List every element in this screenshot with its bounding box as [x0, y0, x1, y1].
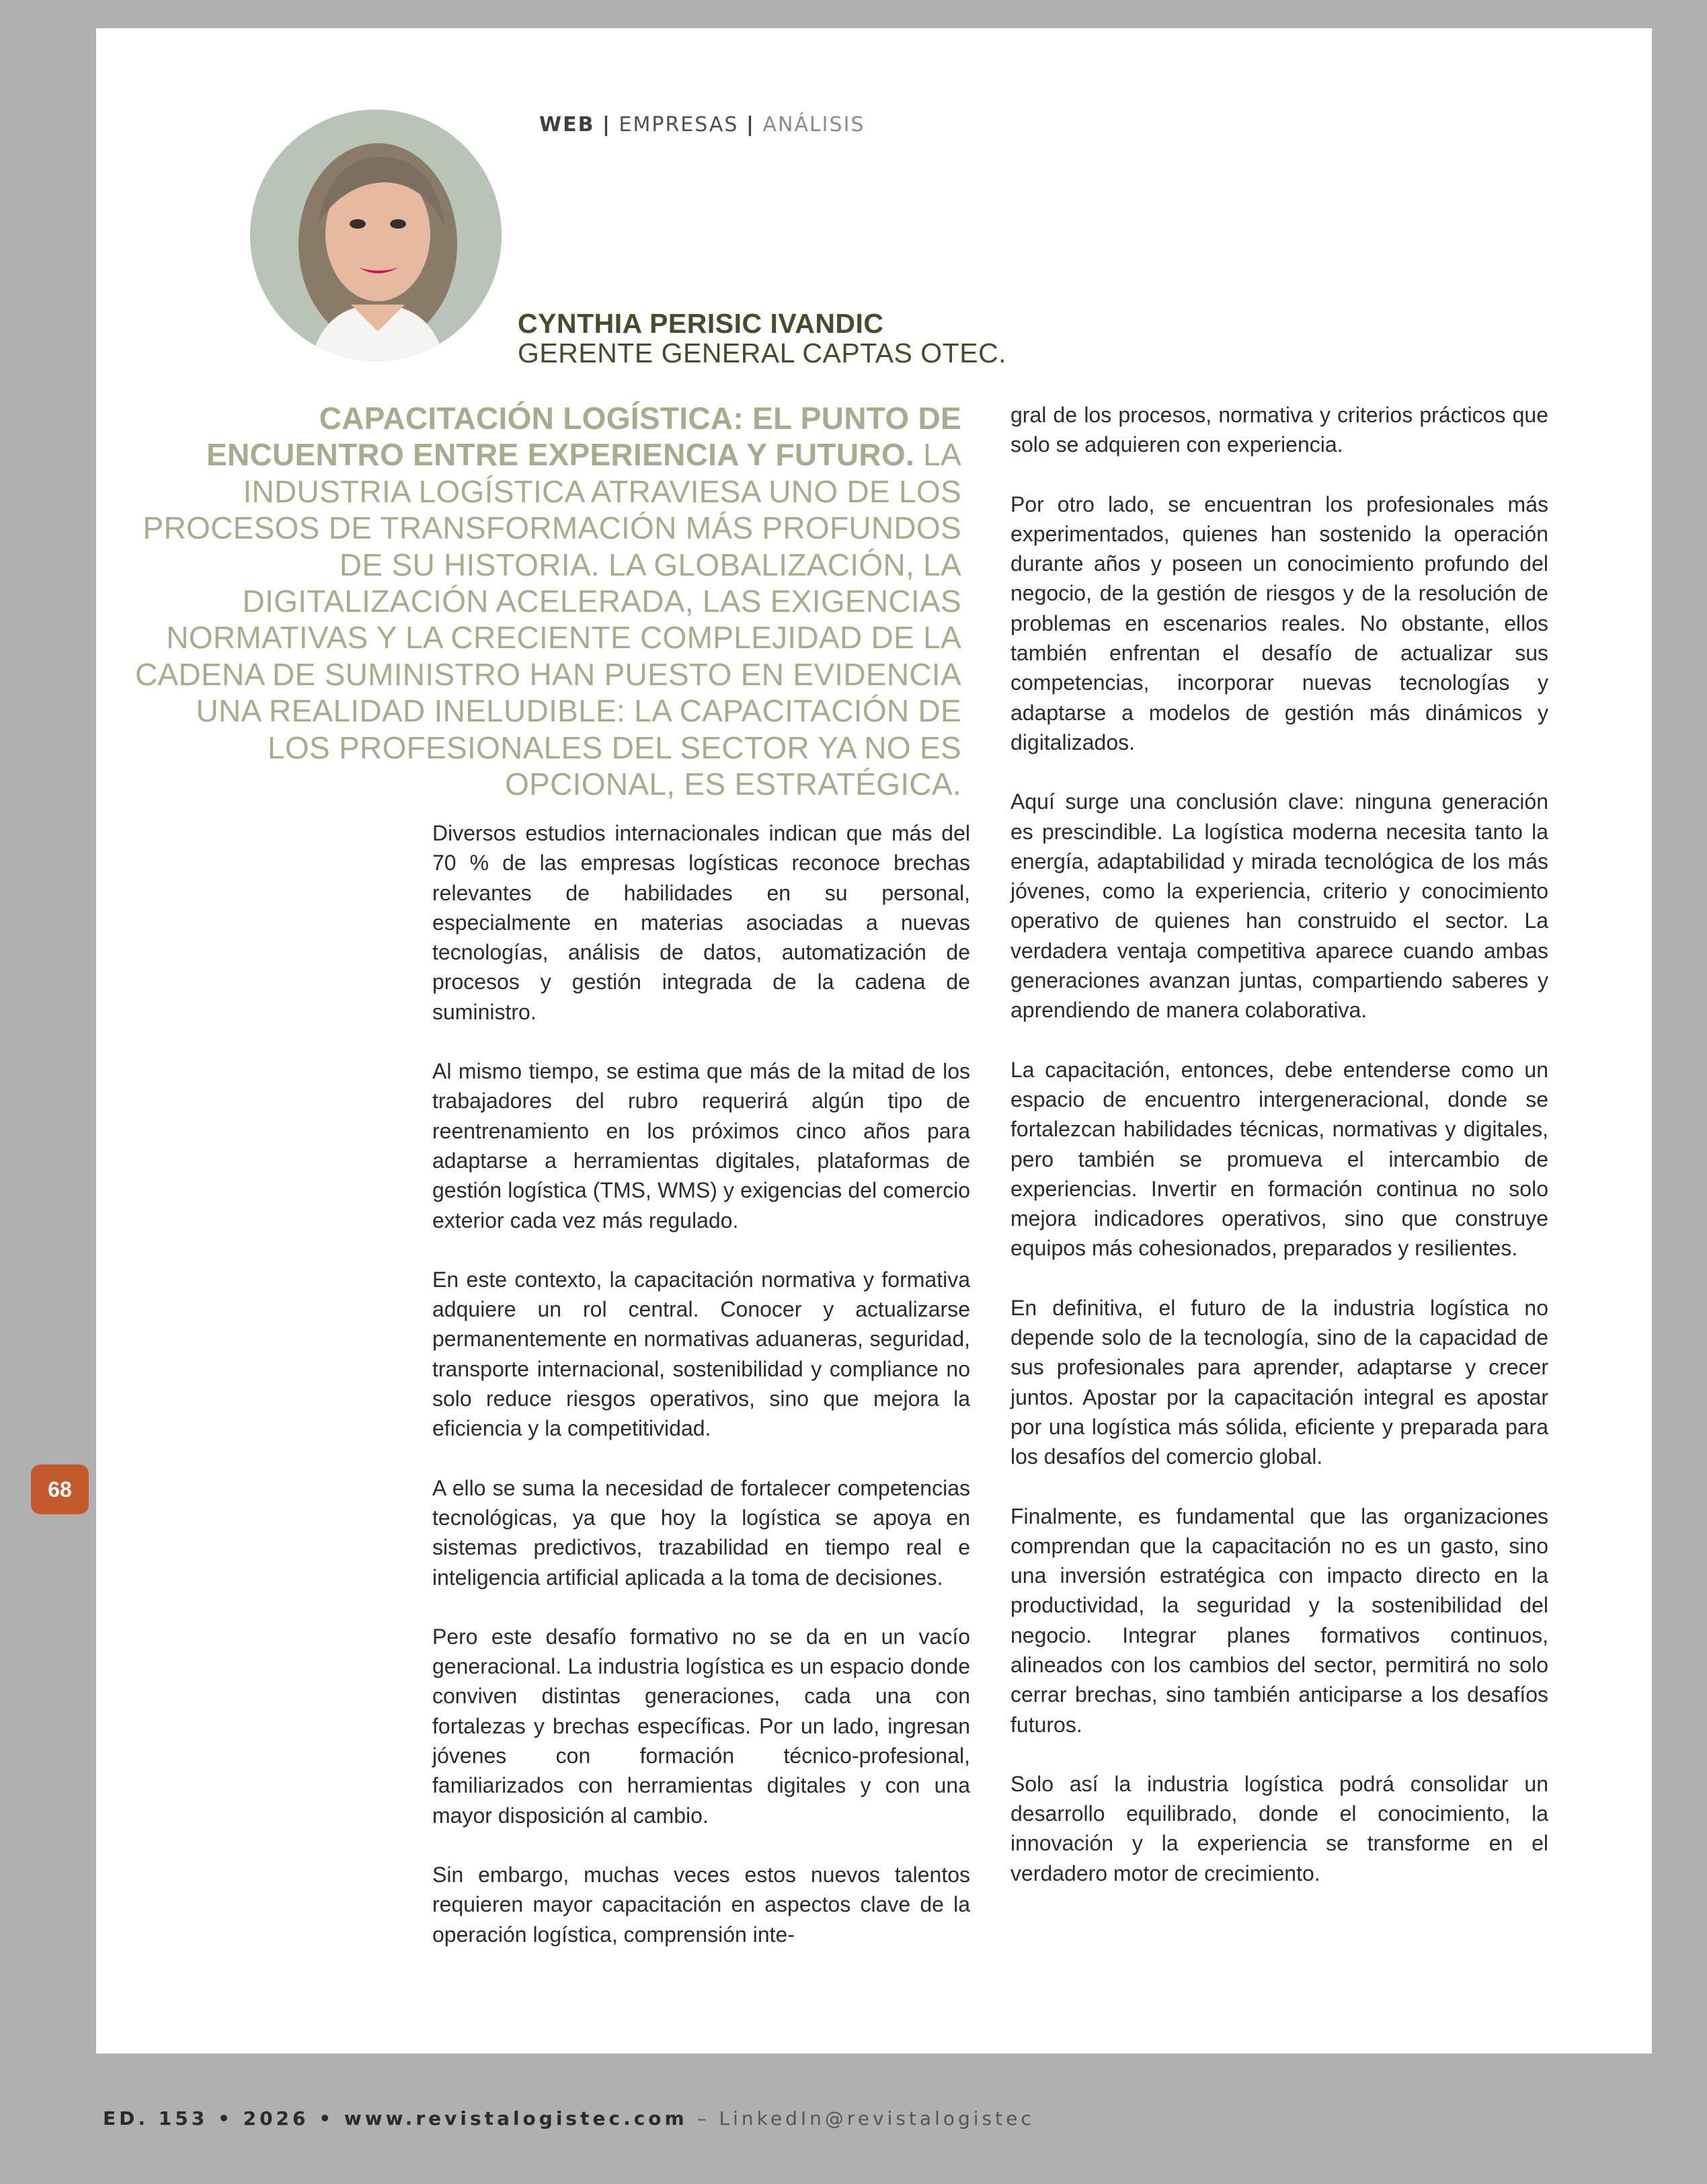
footer-edition: ED. 153 • 2026 • www.revistalogistec.com — [103, 2107, 688, 2130]
section-analisis: ANÁLISIS — [762, 113, 865, 136]
section-web: WEB — [539, 113, 595, 136]
body-paragraph: Al mismo tiempo, se estima que más de la mitad de los trabajadores del rubro requerirá algún tipo de reentrenamiento en los próximos cinco años para adaptarse a herramientas digitales, plataformas de gestión logística (TMS, WMS) y exigencias del comercio exterior cada vez más regulado. — [432, 1059, 970, 1233]
body-column-left — [432, 818, 970, 1979]
body-paragraph: En este contexto, la capacitación normativa y formativa adquiere un rol central. Conocer y actualizarse permanentemente en normativas aduaneras, seguridad, transporte internacional, sostenibilidad y compliance no solo reduce riesgos operativos, sino que mejora la eficiencia y la competitividad. — [432, 1267, 970, 1441]
author-role: GERENTE GENERAL CAPTAS OTEC. — [518, 338, 1007, 368]
section-separator: | — [602, 113, 611, 136]
body-paragraph: gral de los procesos, normativa y criterios prácticos que solo se adquieren con experiencia. — [1010, 403, 1548, 457]
body-paragraph: A ello se suma la necesidad de fortalecer competencias tecnológicas, ya que hoy la logística se apoya en sistemas predictivos, trazabilidad en tiempo real e inteligencia artificial aplicada a la toma de decisiones. — [432, 1475, 970, 1590]
author-name: CYNTHIA PERISIC IVANDIC — [518, 308, 884, 339]
section-separator: | — [746, 113, 755, 136]
body-paragraph: En definitiva, el futuro de la industria logística no depende solo de la tecnología, sino de la capacidad de sus profesionales para aprender, adaptarse y crecer juntos. Apostar por la capacitación integral es apostar por una logística más sólida, eficiente y preparada para los desafíos del comercio global. — [1010, 1295, 1548, 1469]
body-column-right — [1010, 400, 1548, 1918]
body-paragraph: Aquí surge una conclusión clave: ninguna generación es prescindible. La logística moderna necesita tanto la energía, adaptabilidad y mirada tecnológica de los más jóvenes, como la experiencia, criterio y conocimiento operativo de quienes han construido el sector. La verdadera ventaja competitiva aparece cuando ambas generaciones avanzan juntas, compartiendo saberes y aprendiendo de manera colaborativa. — [1010, 789, 1548, 1023]
body-paragraph: Por otro lado, se encuentran los profesionales más experimentados, quienes han sostenido la operación durante años y poseen un conocimiento profundo del negocio, de la gestión de riesgos y de la resolución de problemas en escenarios reales. No obstante, ellos también enfrentan el desafío de actualizar sus competencias, incorporar nuevas tecnologías y adaptarse a modelos de gestión más dinámicos y digitalizados. — [1010, 492, 1548, 754]
section-empresas: EMPRESAS — [619, 113, 739, 136]
body-paragraph: Diversos estudios internacionales indican que más del 70 % de las empresas logísticas reconoce brechas relevantes de habilidades en su personal, especialmente en materias asociadas a nuevas tecnologías, análisis de datos, automatización de procesos y gestión integrada de la cadena de suministro. — [432, 821, 970, 1024]
body-paragraph: Pero este desafío formativo no se da en un vacío generacional. La industria logística es un espacio donde conviven distintas generaciones, cada una con fortalezas y brechas específicas. Por un lado, ingresan jóvenes con formación técnico-profesional, familiarizados con herramientas digitales y con una mayor disposición al cambio. — [432, 1624, 970, 1828]
footer — [103, 2107, 1035, 2130]
body-paragraph: Finalmente, es fundamental que las organizaciones comprendan que la capacitación no es un gasto, sino una inversión estratégica con impacto directo en la productividad, la seguridad y la sostenibilidad del negocio. Integrar planes formativos continuos, alineados con los cambios del sector, permitirá no solo cerrar brechas, sino también anticiparse a los desafíos futuros. — [1010, 1504, 1548, 1737]
section-breadcrumb — [539, 113, 865, 136]
page-number-badge: 68 — [31, 1465, 89, 1514]
body-paragraph: La capacitación, entonces, debe entenderse como un espacio de encuentro intergeneracional, donde se fortalezcan habilidades técnicas, normativas y digitales, pero también se promueva el intercambio de experiencias. Invertir en formación continua no solo mejora indicadores operativos, sino que construye equipos más cohesionados, preparados y resilientes. — [1010, 1057, 1548, 1261]
body-paragraph: Solo así la industria logística podrá consolidar un desarrollo equilibrado, donde el conocimiento, la innovación y la experiencia se transforme en el verdadero motor de crecimiento. — [1010, 1771, 1548, 1885]
author-portrait — [250, 110, 502, 361]
body-paragraph: Sin embargo, muchas veces estos nuevos talentos requieren mayor capacitación en aspectos clave de la operación logística, comprensión inte- — [432, 1862, 970, 1947]
article-lead — [132, 400, 961, 802]
author-photo-icon — [250, 110, 502, 361]
lead-text: LA INDUSTRIA LOGÍSTICA ATRAVIESA UNO DE LOS PROCESOS DE TRANSFORMACIÓN MÁS PROFUNDOS DE SU HISTORIA. LA GLOBALIZACIÓN, LA DIGITALIZACIÓN ACELERADA, LAS EXIGENCIAS NORMATIVAS Y LA CRECIENTE COMPLEJIDAD DE LA CADENA DE SUMINISTRO HAN PUESTO EN EVIDENCIA UNA REALIDAD INELUDIBLE: LA CAPACITACIÓN DE LOS PROFESIONALES DEL SECTOR YA NO ES OPCIONAL, ES ESTRATÉGICA. — [134, 437, 961, 802]
footer-linkedin: – LinkedIn@revistalogistec — [687, 2107, 1035, 2130]
article-title: CAPACITACIÓN LOGÍSTICA: EL PUNTO DE ENCUENTRO ENTRE EXPERIENCIA Y FUTURO. — [206, 401, 961, 473]
